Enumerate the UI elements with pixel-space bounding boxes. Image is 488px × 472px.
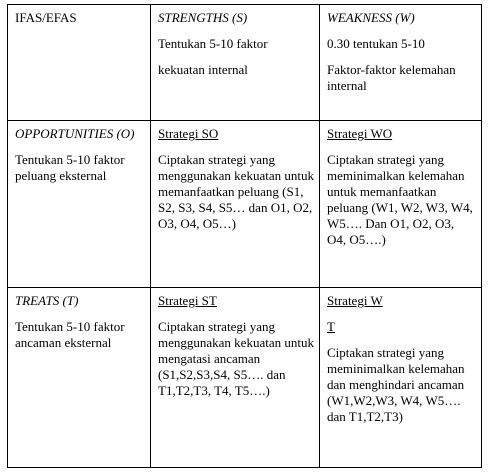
opportunities-text: Tentukan 5-10 faktor peluang eksternal [15,152,125,183]
strengths-line2: kekuatan internal [158,62,248,77]
strengths-line1: Tentukan 5-10 faktor [158,36,268,51]
strategy-wt-title-part1: Strategi W [327,293,383,308]
header-row [8,5,482,121]
strengths-heading: STRENGTHS (S) [158,10,248,25]
strategy-wt-title-part2: T [327,319,335,334]
strategy-wo-title: Strategi WO [327,126,393,141]
wo-cell [320,121,482,288]
weakness-cell [320,5,482,121]
strategy-so-title: Strategi SO [158,126,219,141]
strategy-st-title: Strategi ST [158,293,217,308]
strategy-wt-text: Ciptakan strategi yang meminimalkan kelemahan dan menghindari ancaman (W1,W2,W3, W4, W5…. dan T1,T2,T3) [327,345,465,424]
strategy-st-text: Ciptakan strategi yang menggunakan kekuatan untuk mengatasi ancaman (S1,S2,S3,S4, S5…. dan T1,T2,T3, T4, T5….) [158,319,314,398]
threats-row [8,288,482,468]
threats-heading: TREATS (T) [15,293,79,308]
threats-cell [8,288,151,468]
strategy-so-text: Ciptakan strategi yang menggunakan kekuatan untuk memanfaatkan peluang (S1, S2, S3, S4, S5… dan O1, O2, O3, O4, O5…) [158,152,314,231]
ifas-efas-matrix-table [7,4,482,468]
corner-cell [8,5,151,121]
opportunities-heading: OPPORTUNITIES (O) [15,126,135,141]
strengths-cell [151,5,320,121]
strategy-wo-text: Ciptakan strategi yang meminimalkan kelemahan untuk memanfaatkan peluang (W1, W2, W3, W4, W5…. Dan O1, O2, O3, O4, O5….) [327,152,473,247]
weakness-line1: 0.30 tentukan 5-10 [327,36,425,51]
opportunities-row [8,121,482,288]
st-cell [151,288,320,468]
so-cell [151,121,320,288]
weakness-line2: Faktor-faktor kelemahan internal [327,62,456,93]
corner-label: IFAS/EFAS [15,10,77,25]
opportunities-cell [8,121,151,288]
weakness-heading: WEAKNESS (W) [327,10,415,25]
threats-text: Tentukan 5-10 faktor ancaman eksternal [15,319,125,350]
wt-cell [320,288,482,468]
